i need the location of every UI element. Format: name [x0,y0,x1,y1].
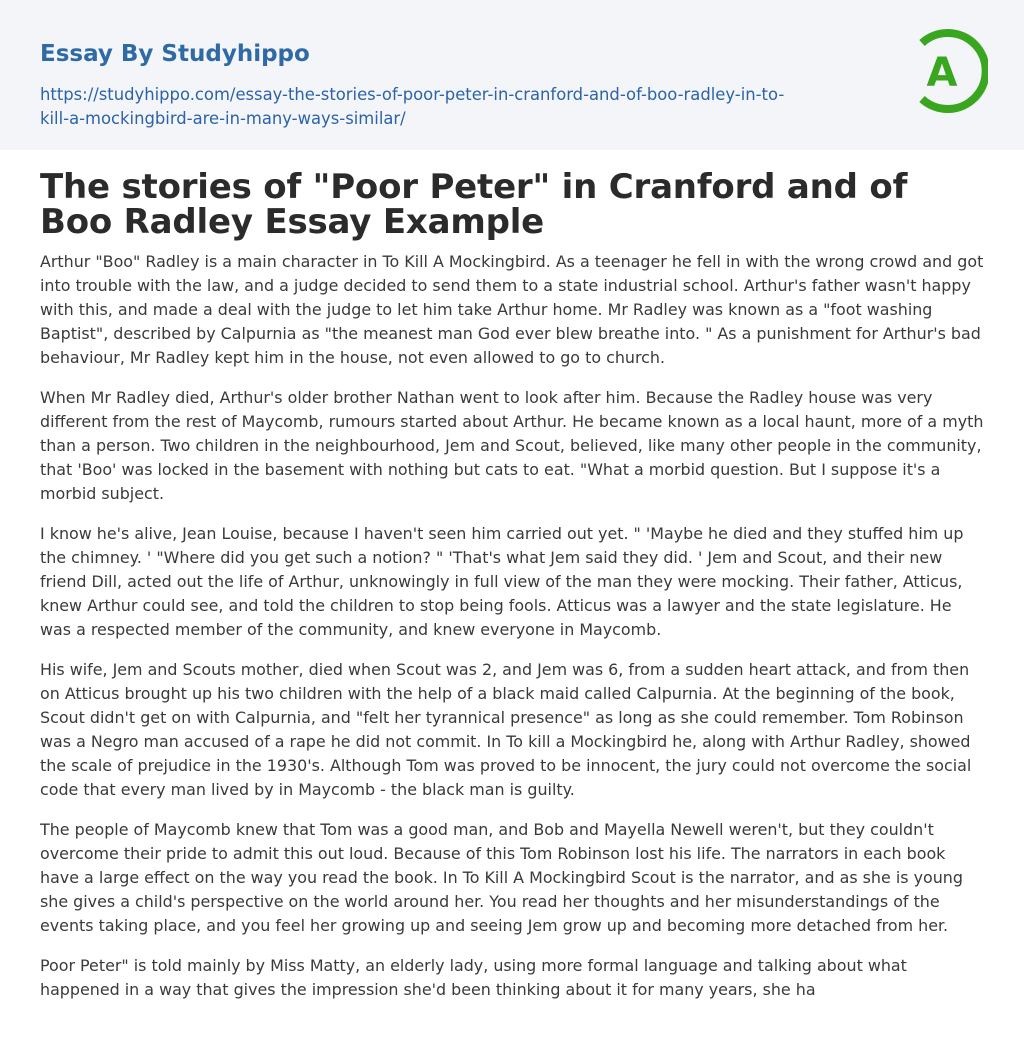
essay-paragraph: His wife, Jem and Scouts mother, died when Scout was 2, and Jem was 6, from a sudden heart attack, and from then on Atticus brought up his two children with the help of a black maid called Calpurnia. At the beginning of the book, Scout didn't get on with Calpurnia, and "felt her tyrannical presence" as long as she could remember. Tom Robinson was a Negro man accused of a rape he did not commit. In To kill a Mockingbird he, along with Arthur Radley, showed the scale of prejudice in the 1930's. Although Tom was proved to be innocent, the jury could not overcome the social code that every man lived by in Maycomb - the black man is guilty. [40,660,972,799]
logo-letter: A [926,50,958,96]
grade-a-circle-logo [908,29,988,117]
essay-paragraph: Arthur "Boo" Radley is a main character in To Kill A Mockingbird. As a teenager he fell in with the wrong crowd and got into trouble with the law, and a judge decided to send them to a state industrial school. Arthur's father wasn't happy with this, and made a deal with the judge to let him take Arthur home. Mr Radley was known as a "foot washing Baptist", described by Calpurnia as "the meanest man God ever blew breathe into. " As a punishment for Arthur's bad behaviour, Mr Radley kept him in the house, not even allowed to go to church. [40,252,984,367]
essay-paragraph: The people of Maycomb knew that Tom was a good man, and Bob and Mayella Newell weren't, but they couldn't overcome their pride to admit this out loud. Because of this Tom Robinson lost his life. The narrators in each book have a large effect on the way you read the book. In To Kill A Mockingbird Scout is the narrator, and as she is young she gives a child's perspective on the world around her. You read her thoughts and her misunderstandings of the events taking place, and you feel her growing up and seeing Jem grow up and becoming more detached from her. [40,820,963,935]
essay-paragraph: I know he's alive, Jean Louise, because I haven't seen him carried out yet. " 'Maybe he died and they stuffed him up the chimney. ' "Where did you get such a notion? " 'That's what Jem said they did. ' Jem and Scout, and their new friend Dill, acted out the life of Arthur, unknowingly in full view of the man they were mocking. Their father, Atticus, knew Arthur could see, and told the children to stop being fools. Atticus was a lawyer and the state legislature. He was a respected member of the community, and knew everyone in Maycomb. [40,524,964,639]
essay-title: The stories of "Poor Peter" in Cranford and of Boo Radley Essay Example [40,167,908,242]
site-brand[interactable]: Essay By Studyhippo [40,41,310,67]
source-url-link[interactable]: https://studyhippo.com/essay-the-stories-of-poor-peter-in-cranford-and-of-boo-radley-in-to-kill-a-mockingbird-are-in-many-ways-similar/ [40,85,785,128]
essay-paragraph: When Mr Radley died, Arthur's older brother Nathan went to look after him. Because the Radley house was very different from the rest of Maycomb, rumours started about Arthur. He became known as a local haunt, more of a myth than a person. Two children in the neighbourhood, Jem and Scout, believed, like many other people in the community, that 'Boo' was locked in the basement with nothing but cats to eat. "What a morbid question. But I suppose it's a morbid subject. [40,388,984,503]
essay-body [40,250,985,1018]
site-header [0,0,1024,150]
essay-paragraph: Poor Peter" is told mainly by Miss Matty, an elderly lady, using more formal language and talking about what happened in a way that gives the impression she'd been thinking about it for many years, she ha [40,956,907,999]
